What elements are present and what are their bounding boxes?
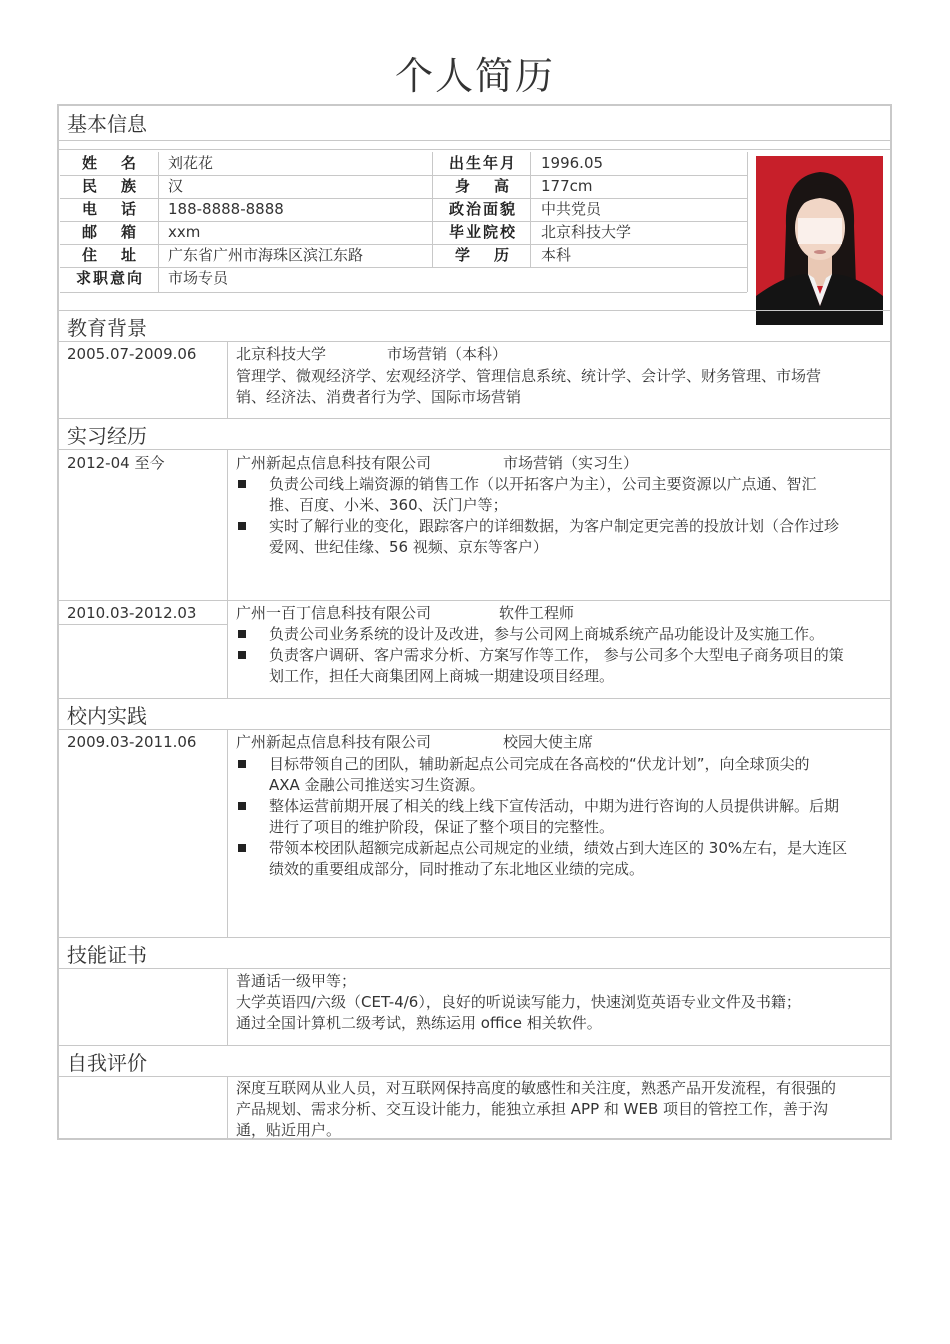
bullet-icon: [238, 651, 246, 659]
basic-value: 中共党员: [541, 200, 602, 218]
self-eval-line: 通，贴近用户。: [236, 1121, 342, 1139]
basic-label: 毕业院校: [449, 223, 515, 241]
campus-bullet-3-cont: 绩效的重要组成部分，同时推动了东北地区业绩的完成。: [269, 860, 645, 878]
internship-1-role: 市场营销（实习生）: [503, 454, 639, 472]
bullet-icon: [238, 802, 246, 810]
internship-2-company: 广州一百丁信息科技有限公司: [236, 604, 432, 622]
basic-value: 广东省广州市海珠区滨江东路: [168, 246, 364, 264]
education-courses-line: 管理学、微观经济学、宏观经济学、管理信息系统、统计学、会计学、财务管理、市场营: [236, 367, 822, 385]
section-header-basic: [59, 106, 890, 141]
bullet-icon: [238, 630, 246, 638]
basic-value: 刘花花: [168, 154, 214, 172]
campus-bullet-2-cont: 进行了项目的维护阶段，保证了整个项目的完整性。: [269, 818, 615, 836]
internship-1-company: 广州新起点信息科技有限公司: [236, 454, 432, 472]
basic-label: 电 话: [82, 200, 136, 218]
section-header-internship: [59, 418, 890, 450]
bullet-icon: [238, 844, 246, 852]
basic-label: 民 族: [82, 177, 136, 195]
internship-1-bullet-2-cont: 爱网、世纪佳缘、56 视频、京东等客户）: [269, 538, 548, 556]
internship-2-bullet-1: 负责公司业务系统的设计及改进，参与公司网上商城系统产品功能设计及实施工作。: [269, 625, 825, 643]
section-title-campus: 校内实践: [67, 704, 147, 728]
portrait-image: [756, 156, 883, 325]
campus-bullet-1: 目标带领自己的团队，辅助新起点公司完成在各高校的“伏龙计划”，向全球顶尖的: [269, 755, 810, 773]
campus-bullet-2: 整体运营前期开展了相关的线上线下宣传活动，中期为进行咨询的人员提供讲解。后期: [269, 797, 840, 815]
internship-2-role: 软件工程师: [499, 604, 575, 622]
section-header-campus: [59, 698, 890, 730]
internship-1-bullet-1: 负责公司线上端资源的销售工作（以开拓客户为主），公司主要资源以广点通、智汇: [269, 475, 817, 493]
basic-value: 177cm: [541, 177, 593, 195]
section-title-internship: 实习经历: [67, 424, 147, 448]
basic-label: 学 历: [455, 246, 509, 264]
section-header-skills: [59, 937, 890, 969]
basic-label: 求职意向: [76, 269, 142, 287]
skill-item: 普通话一级甲等；: [236, 972, 357, 990]
basic-value: 188-8888-8888: [168, 200, 284, 218]
basic-value: 北京科技大学: [541, 223, 632, 241]
basic-value: 本科: [541, 246, 572, 264]
profile-photo: [756, 156, 883, 325]
internship-2-bullet-2: 负责客户调研、客户需求分析、方案写作等工作， 参与公司多个大型电子商务项目的策: [269, 646, 844, 664]
campus-bullet-3: 带领本校团队超额完成新起点公司规定的业绩，绩效占到大连区的 30%左右，是大连区: [269, 839, 848, 857]
education-date: 2005.07-2009.06: [67, 345, 197, 363]
education-major: 市场营销（本科）: [387, 345, 508, 363]
basic-label: 身 高: [455, 177, 509, 195]
internship-2-date: 2010.03-2012.03: [67, 604, 197, 622]
basic-value: 汉: [168, 177, 184, 195]
campus-company: 广州新起点信息科技有限公司: [236, 733, 432, 751]
section-title-basic: 基本信息: [67, 112, 147, 136]
section-header-self-eval: [59, 1045, 890, 1077]
basic-label: 姓 名: [82, 154, 136, 172]
skill-item: 通过全国计算机二级考试，熟练运用 office 相关软件。: [236, 1014, 602, 1032]
internship-2-bullet-2-cont: 划工作，担任大商集团网上商城一期建设项目经理。: [269, 667, 615, 685]
internship-1-bullet-1-cont: 推、百度、小米、360、沃门户等；: [269, 496, 508, 514]
education-school: 北京科技大学: [236, 345, 327, 363]
page-title: 个人简历: [394, 54, 555, 98]
campus-bullet-1-cont: AXA 金融公司推送实习生资源。: [269, 776, 485, 794]
bullet-icon: [238, 760, 246, 768]
section-title-skills: 技能证书: [67, 943, 147, 967]
basic-value: 市场专员: [168, 269, 229, 287]
basic-label: 出生年月: [449, 154, 515, 172]
bullet-icon: [238, 480, 246, 488]
self-eval-line: 深度互联网从业人员，对互联网保持高度的敏感性和关注度，熟悉产品开发流程，有很强的: [236, 1079, 837, 1097]
self-eval-line: 产品规划、需求分析、交互设计能力，能独立承担 APP 和 WEB 项目的管控工作，善于沟: [236, 1100, 829, 1118]
basic-value: 1996.05: [541, 154, 604, 172]
campus-date: 2009.03-2011.06: [67, 733, 197, 751]
skill-item: 大学英语四/六级（CET-4/6），良好的听说读写能力，快速浏览英语专业文件及书籍；: [236, 993, 801, 1011]
section-title-education: 教育背景: [67, 316, 147, 340]
section-header-education: [59, 310, 890, 342]
internship-1-date: 2012-04 至今: [67, 454, 165, 472]
basic-label: 住 址: [82, 246, 136, 264]
basic-value: xxm: [168, 223, 201, 241]
internship-1-bullet-2: 实时了解行业的变化，跟踪客户的详细数据，为客户制定更完善的投放计划（合作过珍: [269, 517, 840, 535]
education-courses-line: 销、经济法、消费者行为学、国际市场营销: [236, 388, 522, 406]
section-title-self-eval: 自我评价: [67, 1051, 147, 1075]
bullet-icon: [238, 522, 246, 530]
basic-label: 邮 箱: [82, 223, 136, 241]
basic-label: 政治面貌: [449, 200, 515, 218]
campus-role: 校园大使主席: [503, 733, 594, 751]
